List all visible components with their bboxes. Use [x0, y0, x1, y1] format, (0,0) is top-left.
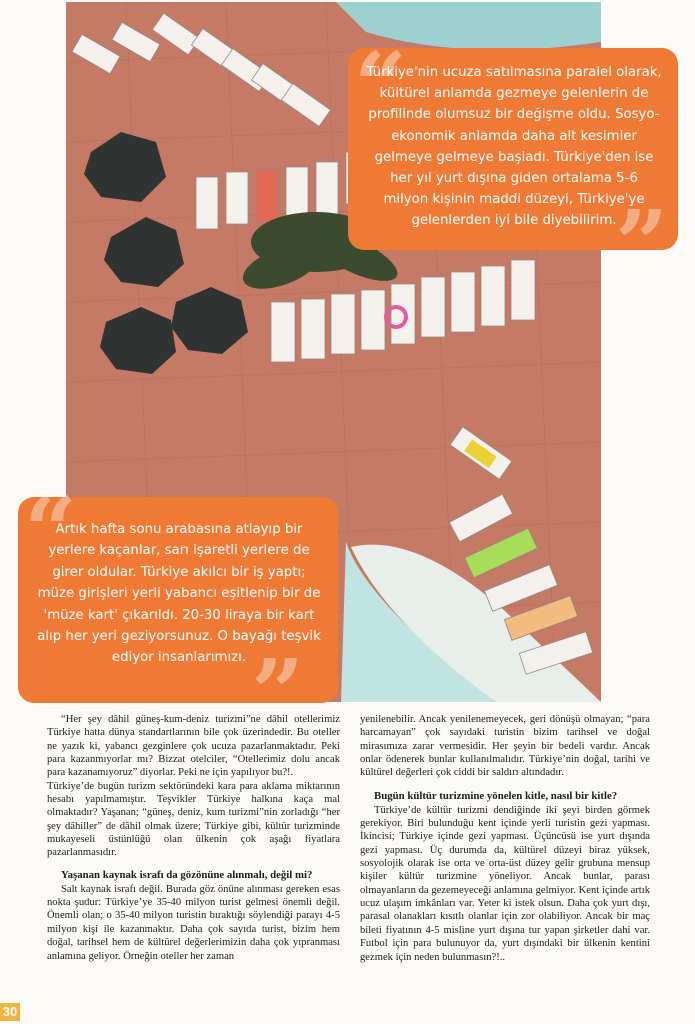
article-column-left: [47, 713, 340, 963]
paragraph: yenilenebilir. Ancak yenilenemeyecek, geri dönüşü olmayan; “para harcamayan” çok sayıdaki turistin bizim tarihsel ve doğal mirasımıza zarar vermesidir. Her şeyin bir bedeli vardır. Ancak onlar ödenerek bunlar kullanılmalıdır. Türkiye’nin doğal, tarihi ve kültürel değerleri çok ciddi bir saldırı altındadır.: [360, 714, 650, 779]
close-quote-mark: ”: [251, 639, 304, 747]
open-quote-mark: “: [354, 32, 407, 140]
paragraph: Salt kaynak israfı değil. Burada göz önüne alınması gereken esas nokta şudur: Türkiye’ye 35-40 milyon turist gelmesi önemli değil. Önemli olan; o 35-40 milyon turistin bıraktığı söylendiği parayı 4-5 milyon kişi ile kazanmaktır. Daha çok sayıda turist, bizim hem doğal, tarihsel hem de kültürel değerlerimizin daha çok yıpranması anlamına geliyor. Örneğin oteller her zaman: [47, 883, 340, 962]
pull-quote-top: [348, 32, 678, 298]
pull-quote-bottom-text: Artık hafta sonu arabasına atlayıp bir yerlere kaçanlar, sarı işaretli yerlere de girer oldular. Türkiye akılcı bir iş yaptı; müze girişleri yerli yabancı eşitlenip bir de 'müze kart' çıkarıldı. 20-30 liraya bir kart alıp her yeri geziyorsunuz. O bayağı teşvik ediyor insanlarımızı.: [37, 522, 321, 666]
article-column-right: [360, 713, 650, 964]
open-quote-mark: “: [24, 477, 77, 585]
paragraph: Türkiye’de kültür turizmi dendiğinde iki şeyi birden görmek gerekiyor. Biri bulunduğu kent içinde yerli turistin gezi yapması. İkincisi; Türkiye içinde gezi yapması. Üçüncüsü ise yurt dışında gezi yapması. Üç durumda da, kültürel düzeyi biraz yüksek, sosyolojik olarak ise orta ve orta-üst düzey gelir grubuna mensup kişiler kültür turizmine yöneliyor. Ancak bunlar, parası olmayanların da gezemeyeceği anlamına gelmiyor. Kent içinde artık ucuz ulaşım imkânları var. Yeter ki istek olsun. Daha çok yurt dışı, parasal olanakları kısıtlı olanlar için zor olabiliyor. Ancak bir maç bileti fiyatının 4-5 misline yurt dışına tur yapan şirketler dahi var. Futbol için para bulunuyor da, yurt dışındaki bir ülkenin kentini gezmek için neden bulunmasın?!..: [360, 804, 650, 963]
section-heading: Yaşanan kaynak israfı da gözönüne alınmalı, değil mi?: [61, 868, 313, 881]
section-heading: Bugün kültür turizmine yönelen kitle, nasıl bir kitle?: [374, 789, 618, 802]
paragraph: “Her şey dâhil güneş-kum-deniz turizmi”ne dâhil otellerimiz Türkiye hatta dünya standartlarının bile çok üzerindedir. Bu oteller ne yazık ki, yabancı gezginlere çok ucuza pazarlanmaktadır. Peki para kazanmıyorlar mı? Bizzat otelciler, “Otellerimiz dolu ancak para kazanamıyoruz” diyorlar. Peki ne için yapılıyor bu?!.: [47, 714, 340, 779]
close-quote-mark: ”: [615, 190, 668, 298]
pull-quote-top-text: Türkiye'nin ucuza satılmasına paralel olarak, kültürel anlamda gezmeye gelenlerin de profilinde olumsuz bir değişme oldu. Sosyo-ekonomik anlamda daha alt kesimler gelmeye gelmeye başladı. Türkiye'den ise her yıl yurt dışına giden ortalama 5-6 milyon kişinin maddi düzeyi, Türkiye'ye gelenlerden iyi bile diyebilirim.: [366, 65, 662, 229]
page-number: 30: [0, 1003, 20, 1021]
paragraph: Türkiye’de bugün turizm sektöründeki kara para aklama miktarının hesabı yapılmamıştır. Teşvikler Türkiye halkına kaça mal olmaktadır? Yaşanan; “güneş, deniz, kum turizmi”nin zorladığı “her şey dâhiller” de dâhil olmak üzere; Türkiye gibi, kültür turizminde mukayeseli üstünlüğü olan ülkenin çok aşağı fiyatlara pazarlanmasıdır.: [47, 780, 340, 859]
